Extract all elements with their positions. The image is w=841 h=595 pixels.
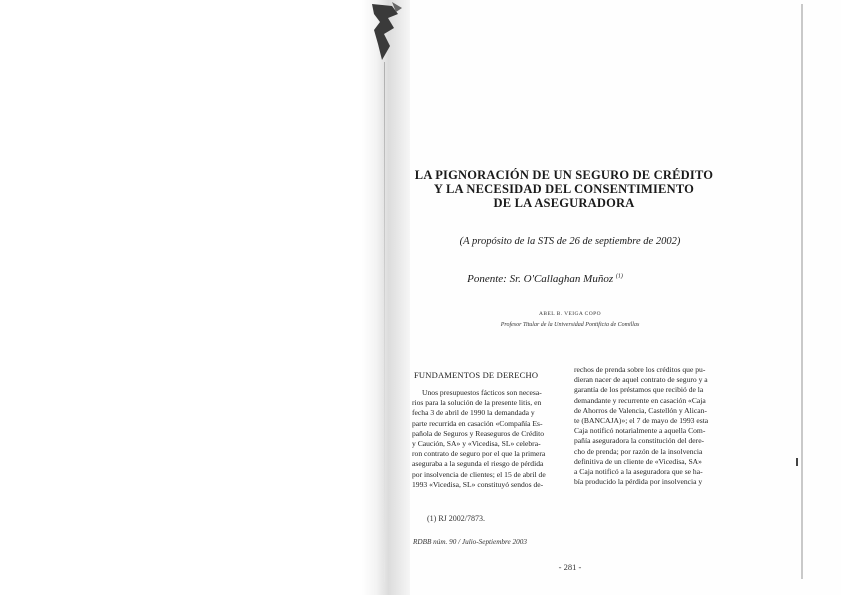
text-line: y Caución, SA» y «Vicedisa, SL» celebra-: [412, 439, 541, 449]
author-affiliation: Profesor Titular de la Universidad Pontificia de Comillas: [500, 322, 640, 328]
text-line: Unos presupuestos fácticos son necesa-: [422, 388, 542, 397]
text-line: bía producido la pérdida por insolvencia y: [574, 477, 703, 487]
ponente-line: [420, 273, 670, 285]
text-line: te (BANCAJA)»; el 7 de mayo de 1993 esta: [574, 416, 709, 426]
text-line: pañola de Seguros y Reaseguros de Crédito: [412, 428, 545, 438]
title-line: LA PIGNORACIÓN DE UN SEGURO DE CRÉDITO: [414, 168, 714, 182]
text-line: aseguraba a la segunda el riesgo de pérdida: [412, 459, 544, 469]
text-line: rechos de prenda sobre los créditos que pu-: [574, 365, 706, 374]
text-line: ron contrato de seguro por el que la primera: [412, 449, 546, 459]
text-line: rios para la solución de la presente litis, en: [412, 398, 542, 408]
text-line: Caja notificó notarialmente a aquella Com-: [574, 426, 706, 436]
binding-shadow-mark: [370, 0, 404, 62]
text-line: dieran nacer de aquel contrato de seguro y a: [574, 375, 708, 385]
text-line: de Ahorros de Valencia, Castellón y Alican-: [574, 405, 707, 415]
page-edge-tick: [796, 458, 798, 466]
section-heading: FUNDAMENTOS DE DERECHO: [414, 370, 539, 380]
book-gutter-shadow: [362, 0, 410, 595]
page-edge-right: [801, 4, 803, 579]
ponente-text: Ponente: Sr. O'Callaghan Muñoz: [467, 273, 614, 285]
article-title: [414, 168, 714, 210]
text-line: fecha 3 de abril de 1990 la demandada y: [412, 408, 535, 418]
text-line: garantía de los préstamos que recibió de la: [574, 385, 704, 395]
journal-citation: RDBB núm. 90 / Julio-Septiembre 2003: [413, 538, 527, 546]
title-line: DE LA ASEGURADORA: [493, 196, 635, 210]
text-line: definitiva de un cliente de «Vicedisa, SA»: [574, 456, 702, 466]
ponente-footnote-mark: (1): [615, 273, 623, 280]
text-line: cho de prenda; por razón de la insolvencia: [574, 446, 703, 456]
gutter-line: [384, 62, 385, 582]
page-number: - 281 -: [558, 562, 582, 572]
text-line: demandante y recurrente en casación «Caja: [574, 395, 706, 405]
article-subtitle: (A propósito de la STS de 26 de septiembre de 2002): [459, 236, 681, 247]
text-line: a Caja notificó a la aseguradora que se ha-: [574, 467, 703, 477]
text-column-left: [412, 388, 564, 490]
text-line: 1993 «Vicedisa, SL» constituyó sendos de-: [412, 479, 544, 489]
footnote-reference: (1) RJ 2002/7873.: [427, 514, 485, 523]
text-column-right: [574, 365, 734, 487]
text-line: por insolvencia de clientes; el 15 de abril de: [412, 469, 546, 479]
text-line: parte recurrida en casación «Compañía Es-: [412, 418, 543, 428]
blank-facing-page: [0, 0, 362, 595]
text-line: pañía aseguradora la constitución del dere-: [574, 436, 705, 446]
author-name: ABEL B. VEIGA COPO: [539, 311, 601, 317]
title-line: Y LA NECESIDAD DEL CONSENTIMIENTO: [433, 182, 695, 196]
